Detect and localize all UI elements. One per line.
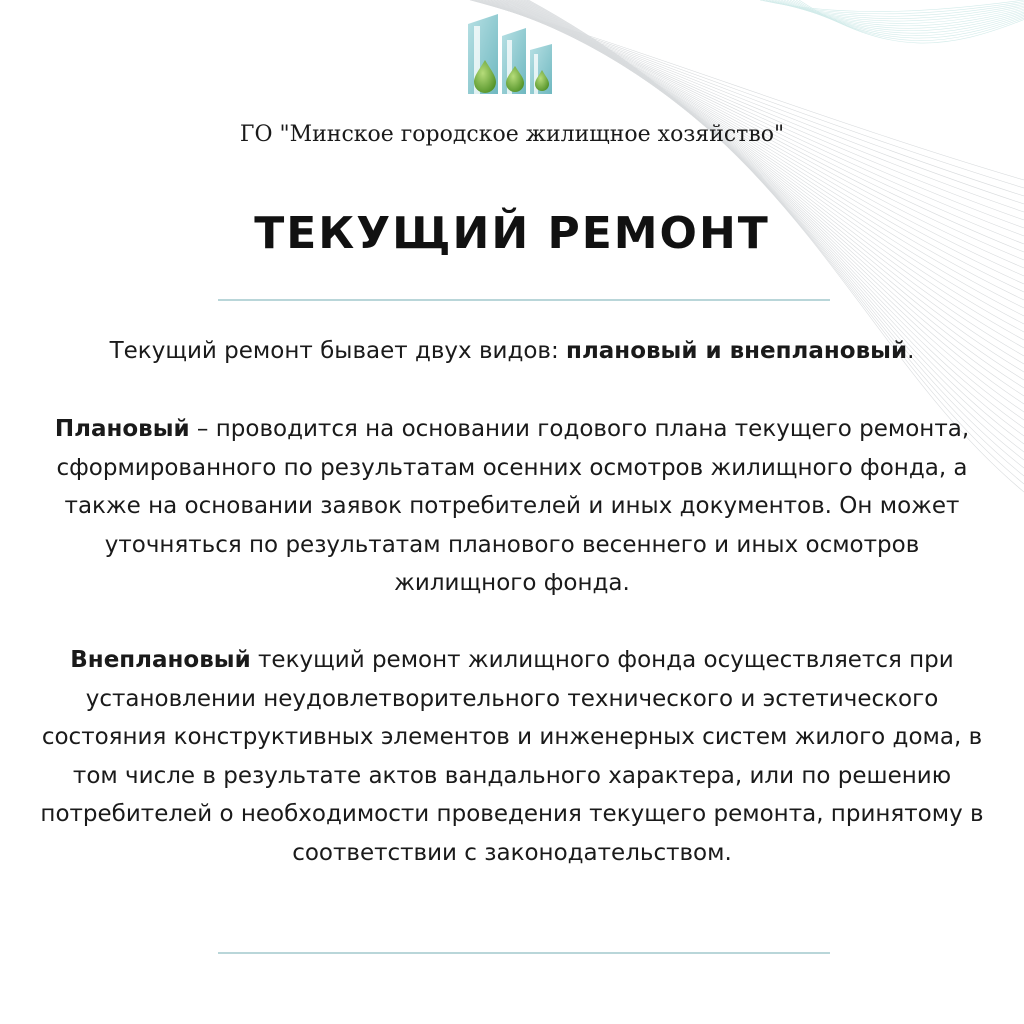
intro-end: . — [907, 338, 915, 364]
planned-paragraph — [40, 410, 984, 603]
housing-logo-icon — [464, 10, 556, 94]
planned-term: Плановый — [54, 416, 190, 442]
planned-text: – проводится на основании годового плана текущего ремонта, сформированного по результатам осенних осмотров жилищного фонда, а также на основании заявок потребителей и иных документов. Он может уточняться по результатам планового весеннего и иных осмотров жилищного фонда. — [56, 416, 970, 596]
organization-name: ГО "Минское городское жилищное хозяйство" — [239, 122, 785, 147]
unplanned-text: текущий ремонт жилищного фонда осуществляется при установлении неудовлетворительного технического и эстетического состояния конструктивных элементов и инженерных систем жилого дома, в том числе в результате актов вандального характера, или по решению потребителей о необходимости проведения текущего ремонта, принятому в соответствии с законодательством. — [40, 647, 984, 866]
top-divider — [218, 299, 830, 301]
intro-text: Текущий ремонт бывает двух видов: — [109, 338, 567, 364]
bottom-divider — [218, 952, 830, 954]
intro-paragraph — [40, 332, 984, 371]
unplanned-paragraph — [40, 641, 984, 872]
unplanned-term: Внеплановый — [70, 647, 251, 673]
intro-bold-types: плановый и внеплановый — [566, 338, 908, 364]
page-title: ТЕКУЩИЙ РЕМОНТ — [254, 208, 770, 259]
